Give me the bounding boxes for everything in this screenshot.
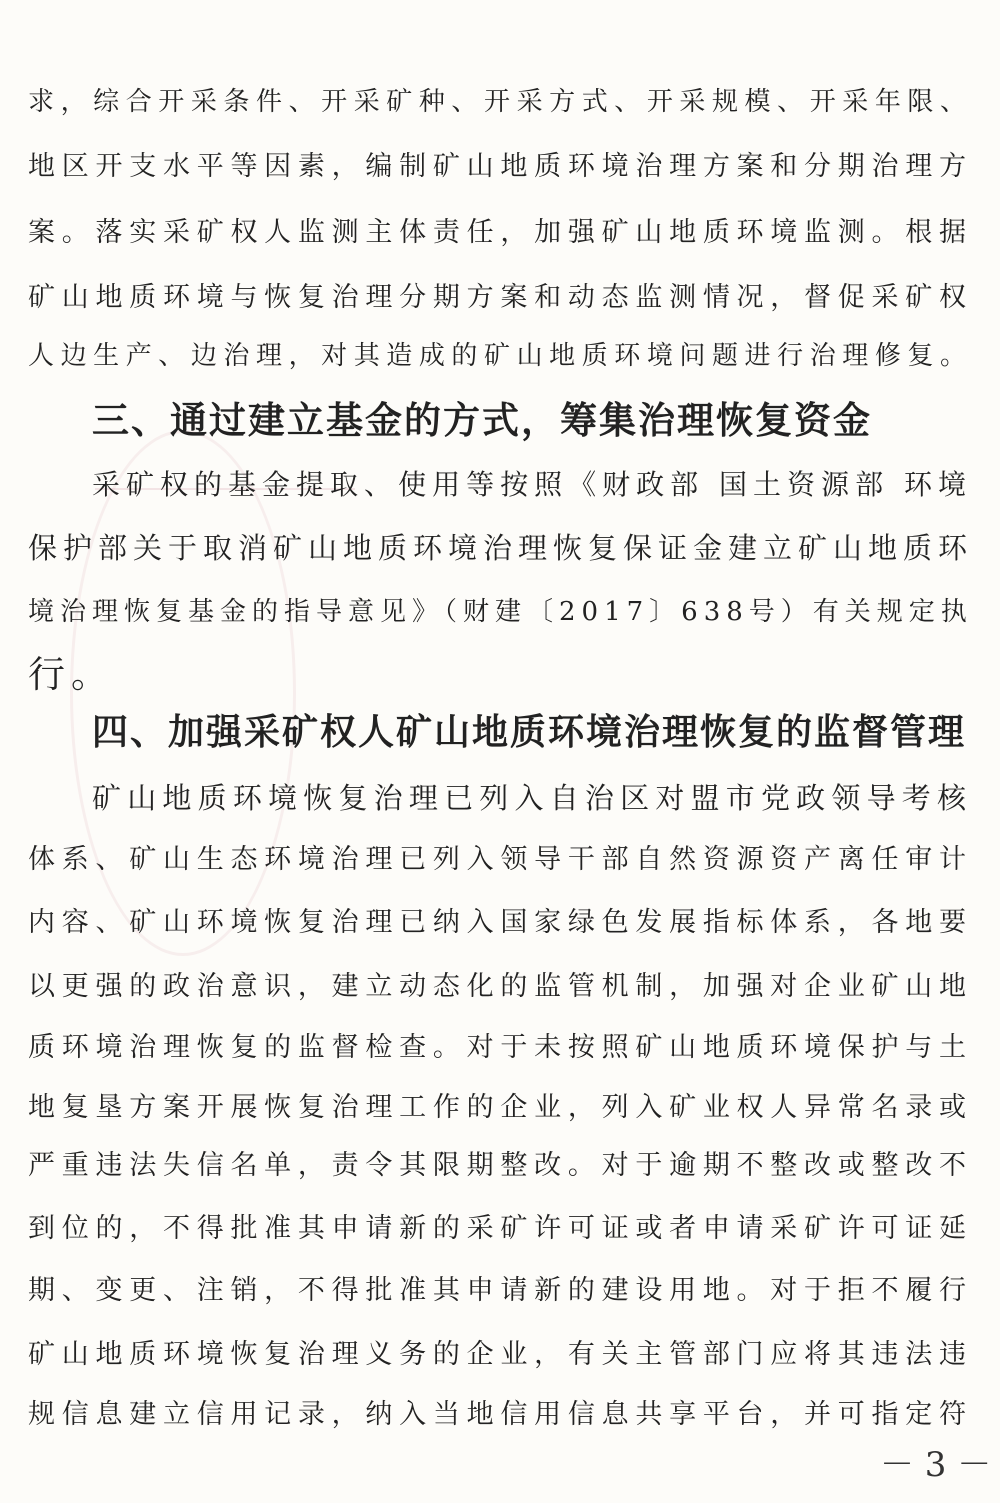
body-line: 规信息建立信用记录，纳入当地信用信息共享平台，并可指定符	[28, 1399, 972, 1430]
body-line: 矿山地质环境恢复治理义务的企业，有关主管部门应将其违法违	[28, 1339, 972, 1370]
body-line: 案。落实采矿权人监测主体责任，加强矿山地质环境监测。根据	[28, 217, 972, 248]
body-line: 境治理恢复基金的指导意见》（财建〔2017〕638号）有关规定执	[28, 597, 973, 627]
body-line: 地区开支水平等因素，编制矿山地质环境治理方案和分期治理方	[28, 151, 972, 182]
body-line: 内容、矿山环境恢复治理已纳入国家绿色发展指标体系，各地要	[28, 907, 972, 938]
body-line: 体系、矿山生态环境治理已列入领导干部自然资源资产离任审计	[28, 844, 972, 875]
body-line: 采矿权的基金提取、使用等按照《财政部 国土资源部 环境	[92, 468, 972, 501]
body-line: 质环境治理恢复的监督检查。对于未按照矿山地质环境保护与土	[28, 1032, 972, 1063]
body-line: 行。	[28, 653, 114, 696]
body-line: 矿山地质环境恢复治理已列入自治区对盟市党政领导考核	[92, 781, 972, 815]
body-line: 地复垦方案开展恢复治理工作的企业，列入矿业权人异常名录或	[28, 1092, 972, 1123]
body-line: 以更强的政治意识，建立动态化的监管机制，加强对企业矿山地	[28, 971, 972, 1002]
body-line: 期、变更、注销，不得批准其申请新的建设用地。对于拒不履行	[28, 1275, 972, 1306]
body-line: 求，综合开采条件、开采矿种、开采方式、开采规模、开采年限、	[28, 87, 972, 117]
section-heading-4: 四、加强采矿权人矿山地质环境治理恢复的监督管理	[92, 712, 967, 753]
body-line: 保护部关于取消矿山地质环境治理恢复保证金建立矿山地质环	[28, 531, 974, 565]
body-line: 严重违法失信名单，责令其限期整改。对于逾期不整改或整改不	[28, 1150, 972, 1181]
section-heading-3: 三、通过建立基金的方式，筹集治理恢复资金	[92, 399, 872, 442]
body-line: 人边生产、边治理，对其造成的矿山地质环境问题进行治理修复。	[28, 341, 972, 371]
page-number: － 3 －	[880, 1445, 992, 1485]
body-line: 到位的，不得批准其申请新的采矿许可证或者申请采矿许可证延	[28, 1213, 972, 1244]
body-line: 矿山地质环境与恢复治理分期方案和动态监测情况，督促采矿权	[28, 282, 972, 313]
